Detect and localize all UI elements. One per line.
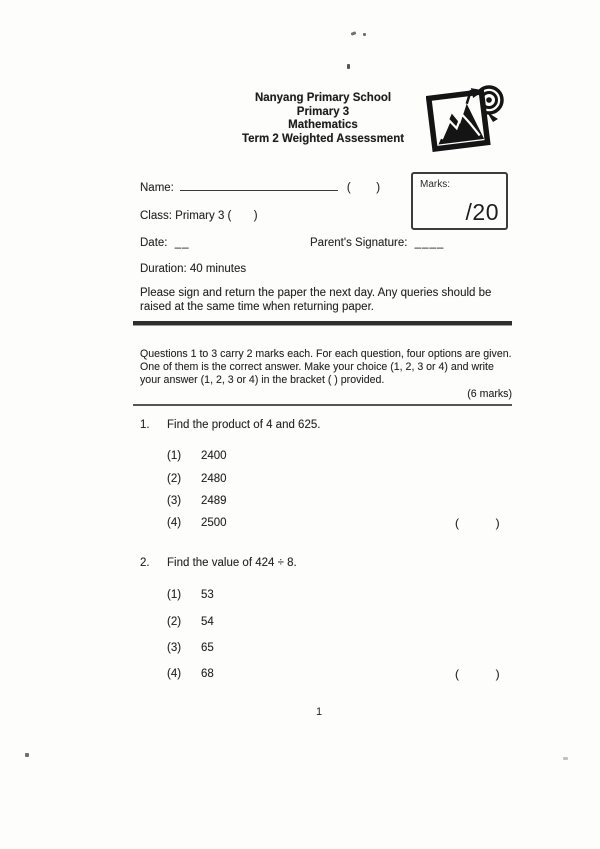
level-line: Primary 3 [296,105,350,118]
divider-thin [133,404,512,406]
option-label: (4) [167,668,182,680]
option-value: 65 [201,642,214,654]
question-text: Find the product of 4 and 625. [167,419,321,431]
option-value: 2480 [201,473,227,485]
option-value: 53 [201,589,214,601]
class-row: Class: Primary 3 ( ) [140,210,258,222]
duration-row: Duration: 40 minutes [140,263,247,275]
parent-signature-blank-line: ____ [414,237,445,249]
marks-total: /20 [465,199,499,225]
option-row [167,588,214,602]
scan-artifact [563,757,568,760]
option-row [167,494,227,508]
option-row [167,516,227,530]
marks-box [411,172,508,230]
subject-line: Mathematics [288,119,358,131]
school-name: Nanyang Primary School [254,92,392,104]
name-row [140,179,380,195]
parent-signature-label: Parent's Signature: [310,237,408,249]
option-row [167,641,214,655]
option-value: 54 [201,616,214,628]
option-value: 2489 [201,495,227,507]
assessment-line: Term 2 Weighted Assessment [241,132,405,145]
answer-bracket: ( ) [455,667,500,681]
notice-paragraph: Please sign and return the paper the next day. Any queries should be raised at the same time when returning paper. [140,287,492,313]
page-number: 1 [315,706,323,718]
option-row [167,472,227,486]
question-number: 2. [140,557,150,569]
instructions-marks-note: (6 marks) [467,388,512,400]
question-text: Find the value of 424 ÷ 8. [167,557,297,569]
scan-artifact [25,753,29,757]
option-value: 2500 [201,517,227,529]
option-label: (4) [167,517,182,529]
divider-thick [133,321,512,325]
instructions-block [140,348,512,401]
option-row [167,449,227,463]
option-label: (1) [167,450,182,462]
option-row [167,615,214,629]
option-label: (3) [167,642,182,654]
scan-artifact [351,31,357,36]
option-value: 2400 [201,450,227,462]
option-label: (2) [167,473,182,485]
index-bracket: ( ) [346,182,381,194]
instructions-text: Questions 1 to 3 carry 2 marks each. For each question, four options are given. One of them is the correct answer. Make your choice (1, 2, 3 or 4) and write your answer (1, 2, 3 or 4) in the bracket ( ) provided. [140,348,512,386]
name-blank-line [180,179,338,191]
option-label: (1) [167,589,182,601]
parent-signature-row [310,236,444,250]
date-blank-line: __ [174,237,190,249]
name-label: Name: [140,182,174,194]
marks-label: Marks: [420,179,450,190]
answer-bracket: ( ) [455,516,500,530]
option-label: (3) [167,495,182,507]
scan-artifact [363,33,366,36]
question-number: 1. [140,419,150,431]
option-value: 68 [201,668,214,680]
scan-artifact [347,64,350,69]
option-row [167,667,214,681]
school-logo-icon [426,85,506,153]
date-row [140,236,190,250]
date-label: Date: [140,237,168,249]
option-label: (2) [167,616,182,628]
